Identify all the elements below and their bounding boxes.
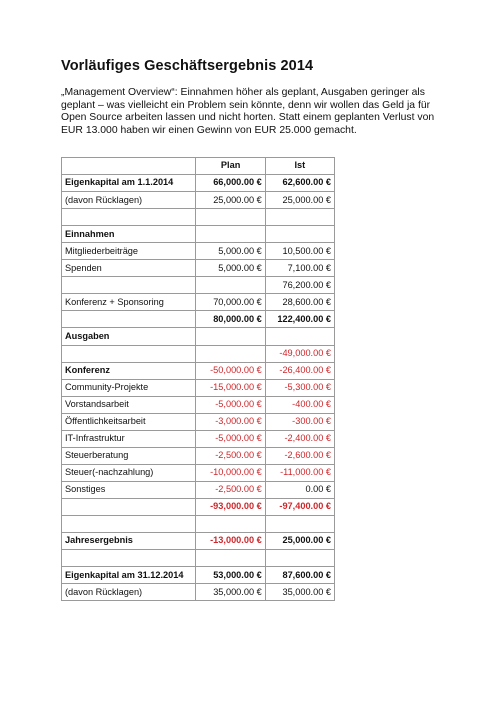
table-row (62, 464, 335, 481)
plan-value (196, 209, 265, 226)
table-row (62, 243, 335, 260)
financial-table (61, 157, 335, 601)
row-label: Vorstandsarbeit (62, 396, 196, 413)
row-label (62, 209, 196, 226)
plan-value: -5,000.00 € (196, 430, 265, 447)
plan-value: 25,000.00 € (196, 192, 265, 209)
table-row (62, 550, 335, 567)
row-label: Steuer(-nachzahlung) (62, 464, 196, 481)
plan-value: 35,000.00 € (196, 584, 265, 601)
table-row (62, 447, 335, 464)
plan-value: -93,000.00 € (196, 498, 265, 515)
table-row (62, 396, 335, 413)
row-label: (davon Rücklagen) (62, 584, 196, 601)
table-row (62, 567, 335, 584)
plan-value: 5,000.00 € (196, 243, 265, 260)
row-label: (davon Rücklagen) (62, 192, 196, 209)
plan-value (196, 515, 265, 532)
plan-value: 80,000.00 € (196, 311, 265, 328)
table-row (62, 311, 335, 328)
table-row (62, 498, 335, 515)
table-row (62, 328, 335, 345)
plan-value: -5,000.00 € (196, 396, 265, 413)
ist-value: 7,100.00 € (265, 260, 334, 277)
table-row (62, 584, 335, 601)
table-row (62, 226, 335, 243)
row-label: IT-Infrastruktur (62, 430, 196, 447)
table-row (62, 379, 335, 396)
table-row (62, 413, 335, 430)
table-row (62, 175, 335, 192)
plan-value (196, 277, 265, 294)
row-label: Community-Projekte (62, 379, 196, 396)
ist-value: -400.00 € (265, 396, 334, 413)
plan-value (196, 226, 265, 243)
ist-value (265, 328, 334, 345)
ist-value (265, 515, 334, 532)
plan-value: -13,000.00 € (196, 533, 265, 550)
row-label: Konferenz (62, 362, 196, 379)
row-label: Mitgliederbeiträge (62, 243, 196, 260)
plan-value: -10,000.00 € (196, 464, 265, 481)
table-row (62, 533, 335, 550)
ist-value: 35,000.00 € (265, 584, 334, 601)
row-label (62, 277, 196, 294)
plan-value: -2,500.00 € (196, 481, 265, 498)
ist-value: 76,200.00 € (265, 277, 334, 294)
row-label (62, 498, 196, 515)
plan-value: -3,000.00 € (196, 413, 265, 430)
page-title: Vorläufiges Geschäftsergebnis 2014 (61, 58, 314, 74)
intro-paragraph: „Management Overview“: Einnahmen höher als geplant, Ausgaben geringer als geplant – was vielleicht ein Problem sein könnte, denn wir wollen das Geld ja für Open Source arbeiten lassen und nicht horten. Statt einem geplanten Verlust von EUR 13.000 haben wir einen Gewinn von EUR 25.000 gemacht. (61, 87, 435, 136)
ist-value (265, 209, 334, 226)
row-label: Steuerberatung (62, 447, 196, 464)
plan-value: 66,000.00 € (196, 175, 265, 192)
ist-value: -2,600.00 € (265, 447, 334, 464)
table-row (62, 277, 335, 294)
plan-value (196, 550, 265, 567)
plan-value (196, 345, 265, 362)
row-label: Jahresergebnis (62, 533, 196, 550)
plan-value: 53,000.00 € (196, 567, 265, 584)
row-label: Sonstiges (62, 481, 196, 498)
ist-value: -26,400.00 € (265, 362, 334, 379)
table-header-row (62, 158, 335, 175)
header-plan: Plan (196, 158, 265, 175)
ist-value: -97,400.00 € (265, 498, 334, 515)
ist-value: -49,000.00 € (265, 345, 334, 362)
row-label (62, 550, 196, 567)
table-row (62, 481, 335, 498)
plan-value: -15,000.00 € (196, 379, 265, 396)
ist-value (265, 226, 334, 243)
ist-value: 25,000.00 € (265, 192, 334, 209)
plan-value: -50,000.00 € (196, 362, 265, 379)
plan-value: -2,500.00 € (196, 447, 265, 464)
header-label (62, 158, 196, 175)
ist-value: 28,600.00 € (265, 294, 334, 311)
ist-value (265, 550, 334, 567)
row-label: Einnahmen (62, 226, 196, 243)
row-label: Eigenkapital am 1.1.2014 (62, 175, 196, 192)
table-row (62, 260, 335, 277)
ist-value: -11,000.00 € (265, 464, 334, 481)
row-label (62, 515, 196, 532)
ist-value: 87,600.00 € (265, 567, 334, 584)
ist-value: 62,600.00 € (265, 175, 334, 192)
plan-value: 5,000.00 € (196, 260, 265, 277)
row-label: Konferenz + Sponsoring (62, 294, 196, 311)
table-body (62, 175, 335, 601)
table-row (62, 294, 335, 311)
ist-value: -300.00 € (265, 413, 334, 430)
row-label: Ausgaben (62, 328, 196, 345)
table-row (62, 345, 335, 362)
row-label (62, 345, 196, 362)
row-label (62, 311, 196, 328)
row-label: Öffentlichkeitsarbeit (62, 413, 196, 430)
ist-value: -5,300.00 € (265, 379, 334, 396)
ist-value: 25,000.00 € (265, 533, 334, 550)
header-ist: Ist (265, 158, 334, 175)
row-label: Eigenkapital am 31.12.2014 (62, 567, 196, 584)
table-row (62, 362, 335, 379)
table-row (62, 515, 335, 532)
ist-value: 0.00 € (265, 481, 334, 498)
plan-value (196, 328, 265, 345)
ist-value: -2,400.00 € (265, 430, 334, 447)
plan-value: 70,000.00 € (196, 294, 265, 311)
table-row (62, 430, 335, 447)
ist-value: 122,400.00 € (265, 311, 334, 328)
ist-value: 10,500.00 € (265, 243, 334, 260)
table-row (62, 192, 335, 209)
row-label: Spenden (62, 260, 196, 277)
table-row (62, 209, 335, 226)
